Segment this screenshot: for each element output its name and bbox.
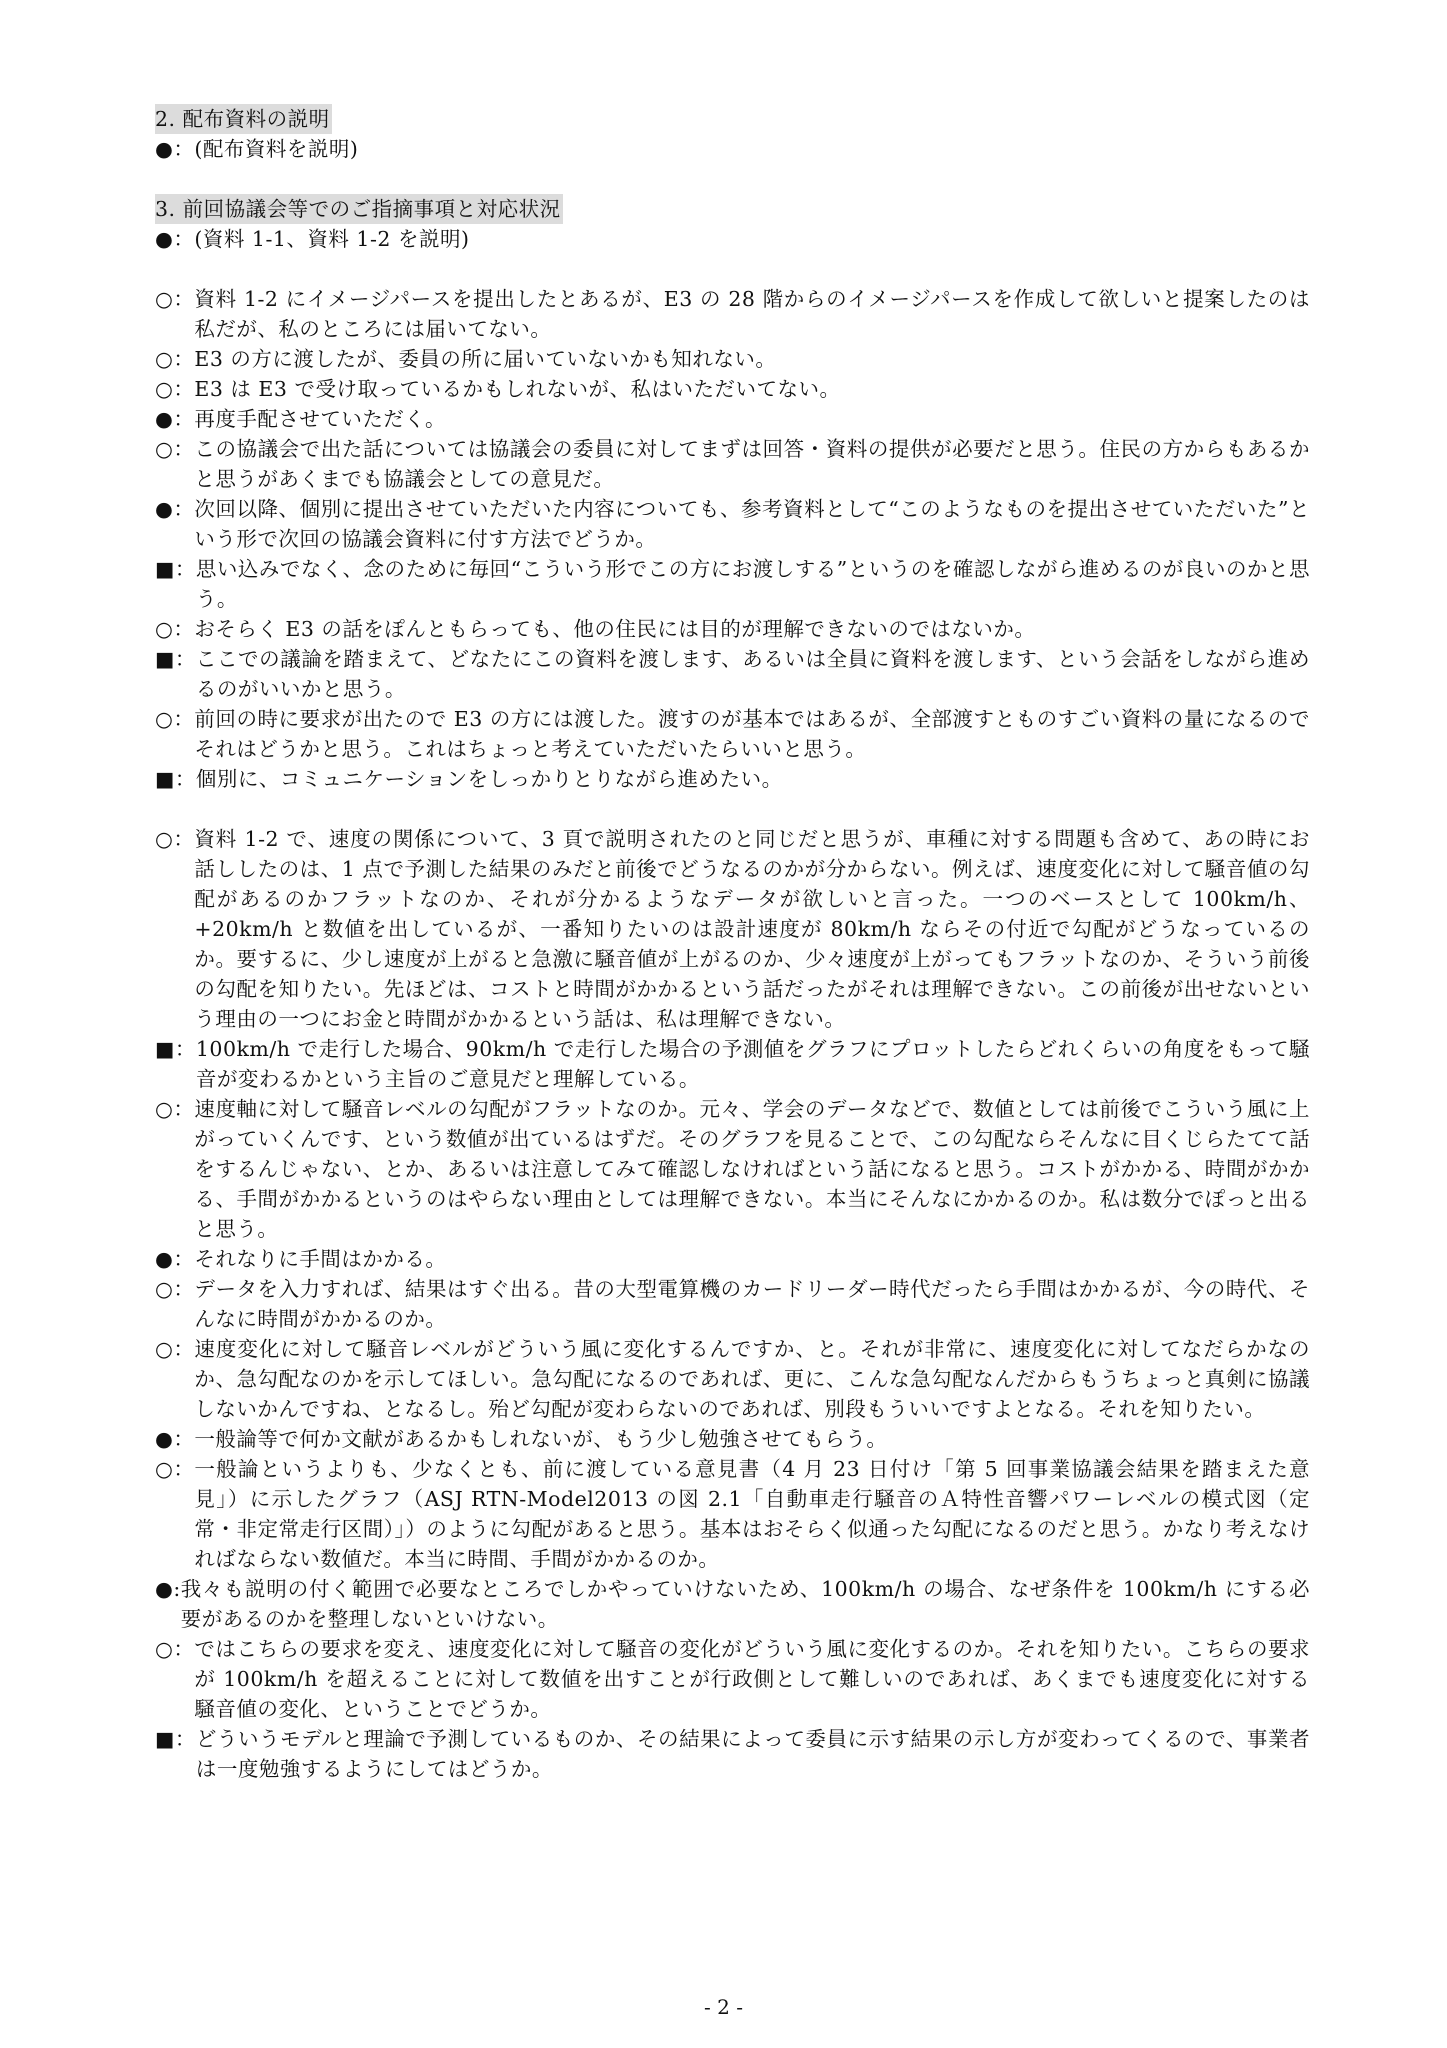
entry-text: (資料 1-1、資料 1-2 を説明) [194, 227, 470, 251]
entry-text: データを入力すれば、結果はすぐ出る。昔の大型電算機のカードリーダー時代だったら手間はかかるが、今の時代、そんなに時間がかかるのか。 [194, 1277, 1310, 1331]
entry-text: 個別に、コミュニケーションをしっかりとりながら進めたい。 [195, 767, 783, 791]
entry-text: それなりに手間はかかる。 [194, 1247, 447, 1271]
entry-text: おそらく E3 の話をぽんともらっても、他の住民には目的が理解できないのではないか。 [194, 617, 1036, 641]
speaker-entry [155, 704, 1310, 764]
speaker-entry [155, 344, 1310, 374]
entry-text: 資料 1-2 で、速度の関係について、3 頁で説明されたのと同じだと思うが、車種に対する問題も含めて、あの時にお話ししたのは、1 点で予測した結果のみだと前後でどうなるのかが分からない。例えば、速度変化に対して騒音値の勾配があるのかフラットなのか、それが分かるようなデータが欲しいと言った。一つのベースとして 100km/h、+20km/h と数値を出しているが、一番知りたいのは設計速度が 80km/h ならその付近で勾配がどうなっているのか。要するに、少し速度が上がると急激に騒音値が上がるのか、少々速度が上がってもフラットなのか、そういう前後の勾配を知りたい。先ほどは、コストと時間がかかるという話だったがそれは理解できない。この前後が出せないという理由の一つにお金と時間がかかるという話は、私は理解できない。 [194, 827, 1310, 1031]
speaker-marker: ■： [155, 1727, 196, 1751]
entry-text: E3 の方に渡したが、委員の所に届いていないかも知れない。 [194, 347, 777, 371]
speaker-marker: ■： [155, 557, 196, 581]
page-number: - 2 - [704, 1995, 743, 2019]
entry-text: 速度変化に対して騒音レベルがどういう風に変化するんですか、と。それが非常に、速度変化に対してなだらかなのか、急勾配なのかを示してほしい。急勾配になるのであれば、更に、こんな急勾配なんだからもうちょっと真剣に協議しないかんですね、となるし。殆ど勾配が変わらないのであれば、別段もういいですよとなる。それを知りたい。 [194, 1337, 1310, 1421]
speaker-entry [155, 1634, 1310, 1724]
entry-text: 一般論等で何か文献があるかもしれないが、もう少し勉強させてもらう。 [194, 1427, 888, 1451]
section-2-heading: 2. 配布資料の説明 [155, 104, 332, 134]
speaker-marker: ○： [155, 827, 195, 851]
section-3-discussion-block-2 [155, 824, 1310, 1784]
entry-text: 前回の時に要求が出たので E3 の方には渡した。渡すのが基本ではあるが、全部渡すとものすごい資料の量になるのでそれはどうかと思う。これはちょっと考えていただいたらいいと思う。 [194, 707, 1310, 761]
entry-text: 速度軸に対して騒音レベルの勾配がフラットなのか。元々、学会のデータなどで、数値としては前後でこういう風に上がっていくんです、という数値が出ているはずだ。そのグラフを見ることで、この勾配ならそんなに目くじらたてて話をするんじゃない、とか、あるいは注意してみて確認しなければという話になると思う。コストがかかる、時間がかかる、手間がかかるというのはやらない理由としては理解できない。本当にそんなにかかるのか。私は数分でぽっと出ると思う。 [194, 1097, 1310, 1241]
speaker-marker: ○： [155, 347, 195, 371]
speaker-marker: ■： [155, 1037, 196, 1061]
section-3-discussion-block-1 [155, 284, 1310, 794]
section-3-intro [155, 224, 1310, 254]
speaker-marker: ●： [155, 407, 195, 431]
entry-text: この協議会で出た話については協議会の委員に対してまずは回答・資料の提供が必要だと思う。住民の方からもあるかと思うがあくまでも協議会としての意見だ。 [194, 437, 1310, 491]
section-gap [155, 164, 1310, 194]
speaker-entry [155, 1334, 1310, 1424]
speaker-entry [155, 1424, 1310, 1454]
speaker-entry [155, 614, 1310, 644]
speaker-marker: ●： [155, 1247, 195, 1271]
speaker-entry [155, 404, 1310, 434]
speaker-marker: ■： [155, 647, 196, 671]
speaker-entry [155, 1094, 1310, 1244]
speaker-entry [155, 554, 1310, 614]
speaker-marker: ○： [155, 1277, 195, 1301]
section-gap [155, 254, 1310, 284]
speaker-entry [155, 764, 1310, 794]
entry-text: 我々も説明の付く範囲で必要なところでしかやっていけないため、100km/h の場合、なぜ条件を 100km/h にする必要があるのかを整理しないといけない。 [180, 1577, 1310, 1631]
speaker-entry [155, 434, 1310, 494]
speaker-marker: ○： [155, 1637, 195, 1661]
entry-text: 再度手配させていただく。 [194, 407, 446, 431]
speaker-marker: ○： [155, 1457, 195, 1481]
speaker-marker: ○： [155, 437, 195, 461]
entry-text: E3 は E3 で受け取っているかもしれないが、私はいただいてない。 [194, 377, 841, 401]
speaker-marker: ●: [155, 1577, 181, 1601]
speaker-marker: ●： [155, 227, 195, 251]
speaker-marker: ○： [155, 617, 195, 641]
section-gap [155, 794, 1310, 824]
speaker-entry [155, 824, 1310, 1034]
speaker-entry [155, 644, 1310, 704]
document-page [155, 104, 1310, 1784]
speaker-entry [155, 1724, 1310, 1784]
speaker-entry [155, 1454, 1310, 1574]
speaker-marker: ○： [155, 287, 195, 311]
speaker-entry [155, 224, 1310, 254]
section-2-entries [155, 134, 1310, 164]
section-3-heading: 3. 前回協議会等でのご指摘事項と対応状況 [155, 194, 563, 224]
speaker-entry [155, 1034, 1310, 1094]
speaker-marker: ●： [155, 137, 195, 161]
entry-text: (配布資料を説明) [194, 137, 359, 161]
entry-text: ここでの議論を踏まえて、どなたにこの資料を渡します、あるいは全員に資料を渡します、という会話をしながら進めるのがいいかと思う。 [195, 647, 1310, 701]
entry-text: 次回以降、個別に提出させていただいた内容についても、参考資料として“このようなものを提出させていただいた”という形で次回の協議会資料に付す方法でどうか。 [194, 497, 1310, 551]
entry-text: 思い込みでなく、念のために毎回“こういう形でこの方にお渡しする”というのを確認しながら進めるのが良いのかと思う。 [195, 557, 1310, 611]
entry-text: どういうモデルと理論で予測しているものか、その結果によって委員に示す結果の示し方が変わってくるので、事業者は一度勉強するようにしてはどうか。 [195, 1727, 1310, 1781]
speaker-marker: ○： [155, 1097, 195, 1121]
speaker-entry [155, 284, 1310, 344]
speaker-marker: ●： [155, 1427, 195, 1451]
speaker-marker: ○： [155, 1337, 195, 1361]
speaker-marker: ○： [155, 377, 195, 401]
speaker-entry [155, 1574, 1310, 1634]
speaker-entry [155, 494, 1310, 554]
speaker-marker: ■： [155, 767, 196, 791]
entry-text: 一般論というよりも、少なくとも、前に渡している意見書（4 月 23 日付け「第 5 回事業協議会結果を踏まえた意見」）に示したグラフ（ASJ RTN-Model2013 の図 2.1「自動車走行騒音のＡ特性音響パワーレベルの模式図（定常・非定常走行区間）」）のように勾配があると思う。基本はおそらく似通った勾配になるのだと思う。かなり考えなければならない数値だ。本当に時間、手間がかかるのか。 [194, 1457, 1310, 1571]
speaker-marker: ●： [155, 497, 195, 521]
speaker-entry [155, 134, 1310, 164]
speaker-marker: ○： [155, 707, 195, 731]
entry-text: ではこちらの要求を変え、速度変化に対して騒音の変化がどういう風に変化するのか。それを知りたい。こちらの要求が 100km/h を超えることに対して数値を出すことが行政側として難しいのであれば、あくまでも速度変化に対する騒音値の変化、ということでどうか。 [194, 1637, 1310, 1721]
speaker-entry [155, 1244, 1310, 1274]
speaker-entry [155, 374, 1310, 404]
entry-text: 100km/h で走行した場合、90km/h で走行した場合の予測値をグラフにプロットしたらどれくらいの角度をもって騒音が変わるかという主旨のご意見だと理解している。 [195, 1037, 1310, 1091]
speaker-entry [155, 1274, 1310, 1334]
entry-text: 資料 1-2 にイメージパースを提出したとあるが、E3 の 28 階からのイメージパースを作成して欲しいと提案したのは私だが、私のところには届いてない。 [194, 287, 1310, 341]
